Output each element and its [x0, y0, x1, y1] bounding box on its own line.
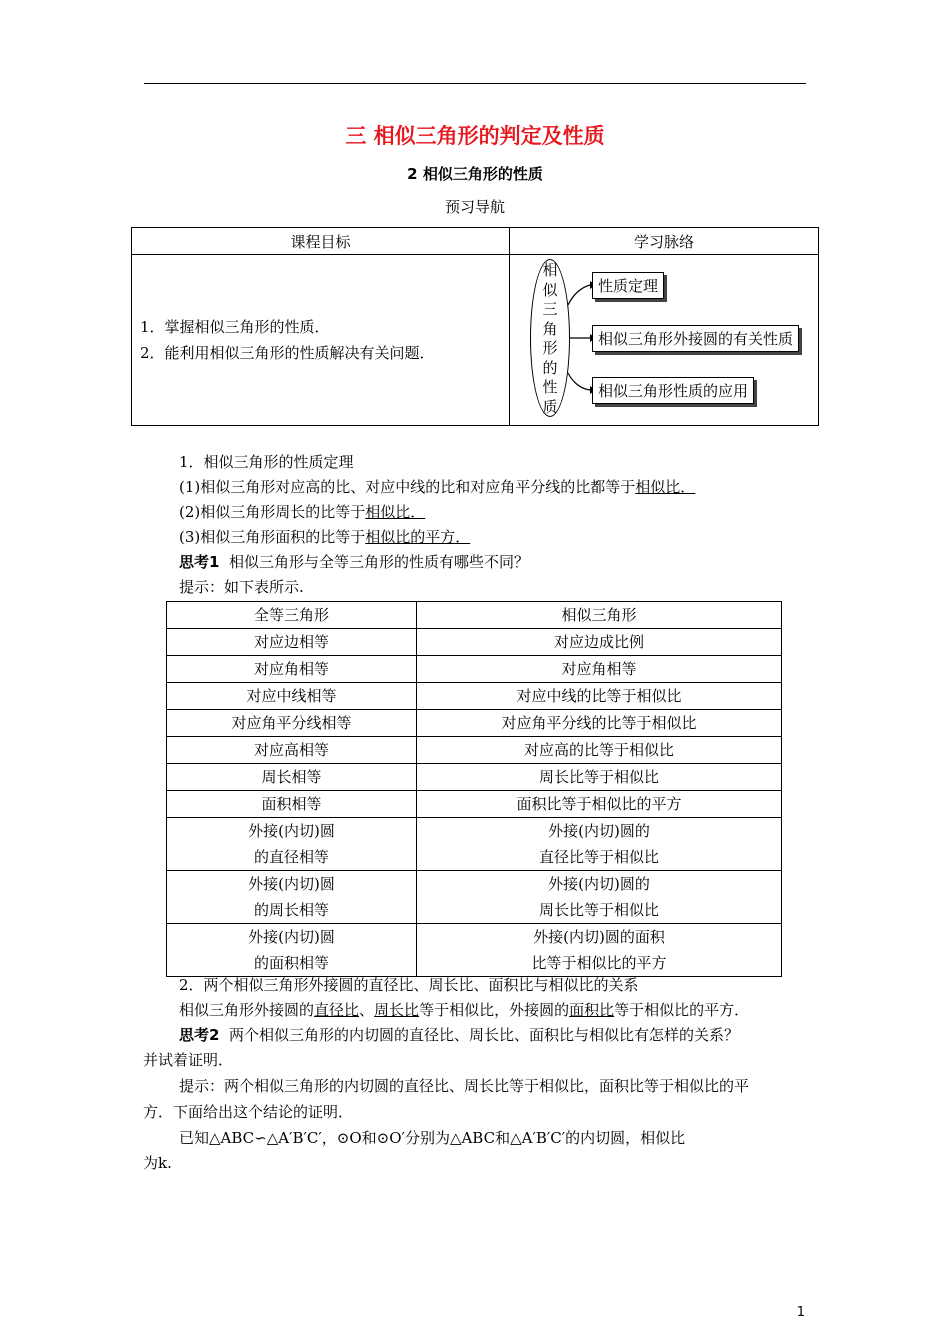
table-cell: 外接(内切)圆 的面积相等 — [167, 924, 417, 977]
map-branch: 性质定理 — [592, 272, 664, 299]
table-row — [167, 710, 782, 737]
table-cell: 外接(内切)圆的面积 比等于相似比的平方 — [417, 924, 782, 977]
table-row — [167, 656, 782, 683]
table-cell: 对应中线相等 — [167, 683, 417, 710]
proof-given: 已知△ABC∽△A′B′C′，⊙O和⊙O′分别为△ABC和△A′B′C′的内切圆，相似比 — [179, 1129, 686, 1147]
table-row — [167, 683, 782, 710]
section1-heading: 1．相似三角形的性质定理 — [179, 453, 354, 471]
think2-hint: 提示：两个相似三角形的内切圆的直径比、周长比等于相似比，面积比等于相似比的平 — [179, 1077, 750, 1095]
think2-question: 思考2 两个相似三角形的内切圆的直径比、周长比、面积比与相似比有怎样的关系？ — [179, 1026, 739, 1044]
page-number: 1 — [796, 1305, 805, 1320]
map-branch: 相似三角形外接圆的有关性质 — [592, 325, 799, 352]
table-cell: 对应边相等 — [167, 629, 417, 656]
table-cell: 对应角平分线的比等于相似比 — [417, 710, 782, 737]
lesson-title: 2 相似三角形的性质 — [407, 165, 543, 183]
table-row — [167, 737, 782, 764]
section2-text: 相似三角形外接圆的直径比、周长比等于相似比，外接圆的面积比等于相似比的平方． — [179, 1001, 750, 1019]
goal-table — [131, 227, 819, 426]
table-cell: 对应高相等 — [167, 737, 417, 764]
think1-hint: 提示：如下表所示. — [179, 578, 304, 596]
think2-hint-cont: 方．下面给出这个结论的证明． — [143, 1103, 354, 1121]
goal-header: 课程目标 — [132, 228, 510, 255]
concept-map — [510, 255, 819, 426]
table-header: 相似三角形 — [417, 602, 782, 629]
comparison-table — [166, 601, 782, 977]
table-cell: 对应角相等 — [167, 656, 417, 683]
table-cell: 周长相等 — [167, 764, 417, 791]
property-2: (2)相似三角形周长的比等于相似比． — [179, 503, 426, 521]
table-cell: 外接(内切)圆 的周长相等 — [167, 871, 417, 924]
answer-blank: 直径比 — [314, 1001, 360, 1019]
table-cell: 对应角平分线相等 — [167, 710, 417, 737]
map-center-text: 相 似 三 角 形 的 性 质 — [542, 261, 558, 416]
think1-label: 思考1 — [179, 553, 220, 571]
table-cell: 外接(内切)圆的 直径比等于相似比 — [417, 818, 782, 871]
header-rule — [144, 83, 806, 84]
answer-blank: 相似比． — [365, 503, 426, 521]
think2-question-cont: 并试着证明． — [143, 1051, 234, 1069]
property-1: (1)相似三角形对应高的比、对应中线的比和对应角平分线的比都等于相似比． — [179, 478, 696, 496]
map-header: 学习脉络 — [510, 228, 819, 255]
answer-blank: 相似比的平方． — [365, 528, 471, 546]
think2-label: 思考2 — [179, 1026, 220, 1044]
table-row — [167, 764, 782, 791]
table-cell: 外接(内切)圆 的直径相等 — [167, 818, 417, 871]
answer-blank: 周长比 — [374, 1001, 420, 1019]
section2-heading: 2．两个相似三角形外接圆的直径比、周长比、面积比与相似比的关系 — [179, 976, 639, 994]
table-cell: 对应边成比例 — [417, 629, 782, 656]
answer-blank: 面积比 — [569, 1001, 615, 1019]
goal-item: 1．掌握相似三角形的性质． — [140, 318, 330, 336]
think1-question: 思考1 相似三角形与全等三角形的性质有哪些不同？ — [179, 553, 529, 571]
table-row — [167, 791, 782, 818]
table-row — [167, 871, 782, 924]
table-cell: 面积比等于相似比的平方 — [417, 791, 782, 818]
section-title: 三 相似三角形的判定及性质 — [345, 124, 605, 148]
answer-blank: 相似比． — [635, 478, 696, 496]
property-3: (3)相似三角形面积的比等于相似比的平方． — [179, 528, 471, 546]
table-header: 全等三角形 — [167, 602, 417, 629]
table-row — [167, 629, 782, 656]
table-row — [167, 818, 782, 871]
preview-label: 预习导航 — [444, 198, 505, 216]
map-branch: 相似三角形性质的应用 — [592, 377, 754, 404]
table-cell: 周长比等于相似比 — [417, 764, 782, 791]
table-cell: 外接(内切)圆的 周长比等于相似比 — [417, 871, 782, 924]
table-cell: 对应中线的比等于相似比 — [417, 683, 782, 710]
table-cell: 对应高的比等于相似比 — [417, 737, 782, 764]
table-row — [167, 924, 782, 977]
table-cell: 面积相等 — [167, 791, 417, 818]
goal-item: 2．能利用相似三角形的性质解决有关问题． — [140, 344, 435, 362]
goals-cell — [132, 255, 510, 426]
proof-given-cont: 为k. — [143, 1154, 172, 1172]
table-cell: 对应角相等 — [417, 656, 782, 683]
